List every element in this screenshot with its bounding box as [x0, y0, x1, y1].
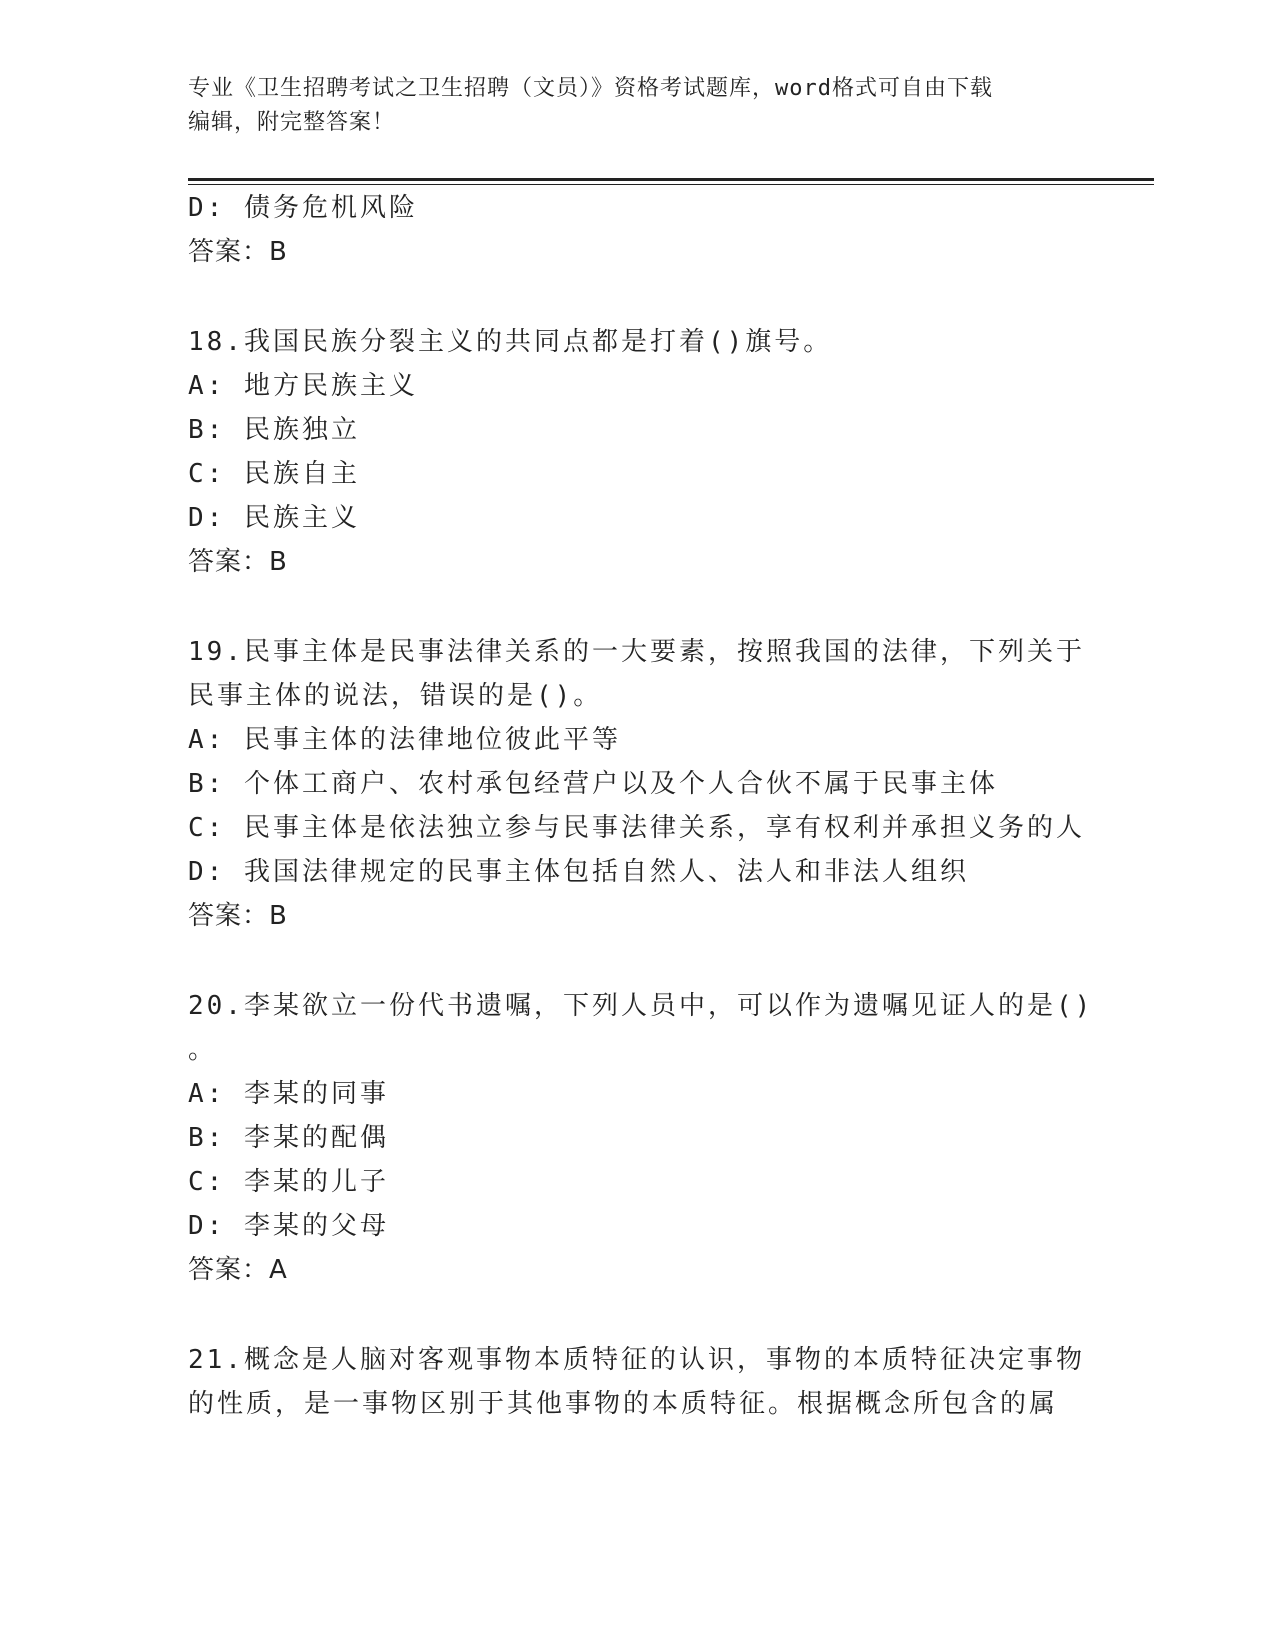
header-line-1: 专业《卫生招聘考试之卫生招聘（文员）》资格考试题库，word格式可自由下载 — [188, 76, 993, 101]
q19-option-a: A: 民事主体的法律地位彼此平等 — [188, 725, 621, 755]
header-rule-thin — [188, 184, 1154, 185]
q21-stem-line-1: 21.概念是人脑对客观事物本质特征的认识，事物的本质特征决定事物 — [188, 1345, 1085, 1375]
q20-option-d: D: 李某的父母 — [188, 1211, 389, 1241]
q19-option-b: B: 个体工商户、农村承包经营户以及个人合伙不属于民事主体 — [188, 769, 998, 799]
prev-answer: 答案：B — [188, 237, 288, 267]
q19-stem-line-1: 19.民事主体是民事法律关系的一大要素，按照我国的法律，下列关于 — [188, 637, 1085, 667]
document-header — [188, 72, 1068, 140]
q20-option-c: C: 李某的儿子 — [188, 1167, 389, 1197]
prev-option-d: D: 债务危机风险 — [188, 193, 418, 223]
q18-option-d: D: 民族主义 — [188, 503, 360, 533]
q18-option-b: B: 民族独立 — [188, 415, 360, 445]
q19-answer: 答案：B — [188, 901, 288, 931]
q18-option-a: A: 地方民族主义 — [188, 371, 418, 401]
q20-option-a: A: 李某的同事 — [188, 1079, 389, 1109]
q19-option-d: D: 我国法律规定的民事主体包括自然人、法人和非法人组织 — [188, 857, 969, 887]
q20-answer: 答案：A — [188, 1255, 288, 1285]
header-rule-thick — [188, 178, 1154, 181]
q21-stem-line-2: 的性质，是一事物区别于其他事物的本质特征。根据概念所包含的属 — [188, 1389, 1059, 1419]
q19-stem-line-2: 民事主体的说法，错误的是()。 — [188, 681, 603, 711]
header-line-2: 编辑，附完整答案！ — [188, 110, 396, 135]
q19-option-c: C: 民事主体是依法独立参与民事法律关系，享有权利并承担义务的人 — [188, 813, 1085, 843]
q18-stem: 18.我国民族分裂主义的共同点都是打着()旗号。 — [188, 327, 833, 357]
q18-option-c: C: 民族自主 — [188, 459, 360, 489]
q20-stem-line-2: 。 — [188, 1035, 218, 1065]
q20-option-b: B: 李某的配偶 — [188, 1123, 389, 1153]
q18-answer: 答案：B — [188, 547, 288, 577]
q20-stem-line-1: 20.李某欲立一份代书遗嘱，下列人员中，可以作为遗嘱见证人的是() — [188, 991, 1094, 1021]
